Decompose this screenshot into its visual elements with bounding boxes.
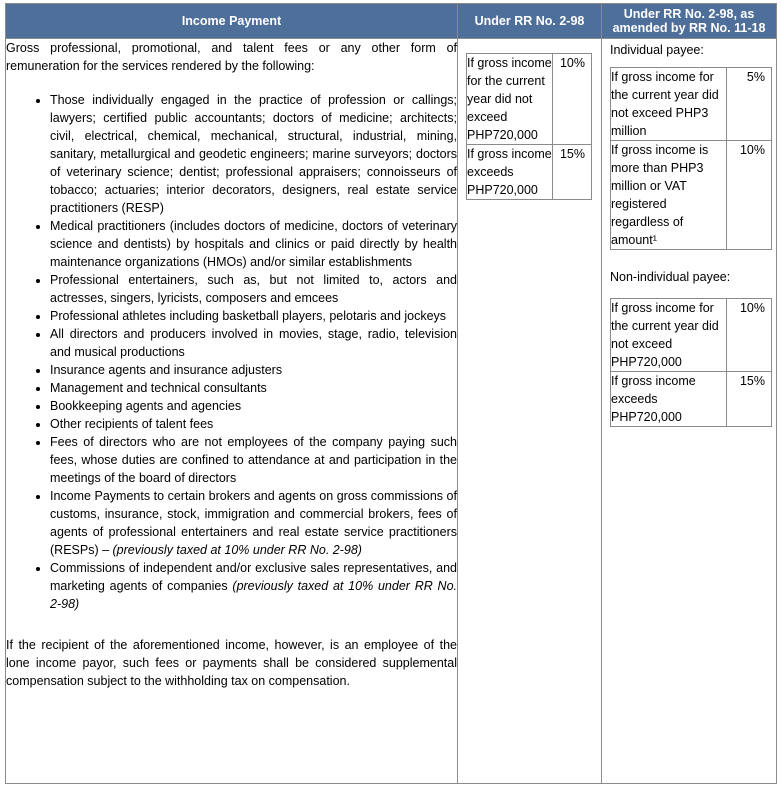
rate-row bbox=[611, 299, 772, 372]
rate-row bbox=[467, 54, 592, 145]
nonindividual-rates bbox=[610, 298, 772, 427]
list-item: • All directors and producers involved in movies, stage, radio, television and musical productions bbox=[50, 325, 457, 361]
nonindividual-payee-label: Non-individual payee: bbox=[610, 270, 731, 284]
brokers-text: Income Payments to certain brokers and agents on gross commissions of customs, insurance, stock, immigration and commercial brokers, fees of agents of professional entertainers and real estate service practitioners (RESPs) – bbox=[50, 489, 457, 557]
rate-value: 15% bbox=[553, 145, 592, 200]
rate-value: 5% bbox=[727, 68, 772, 141]
rr-2-98-rates bbox=[466, 53, 592, 200]
rate-condition: If gross income for the current year did not exceed PHP3 million bbox=[611, 68, 727, 141]
rate-row bbox=[611, 141, 772, 250]
list-item: • Medical practitioners (includes doctors of medicine, doctors of veterinary science and dentists) by hospitals and clinics or paid directly by health maintenance organizations (HMOs) and/or similar establishments bbox=[50, 217, 457, 271]
list-item: • Fees of directors who are not employees of the company paying such fees, whose duties are confined to attendance at and participation in the meetings of the board of directors bbox=[50, 433, 457, 487]
header-income-payment: Income Payment bbox=[6, 4, 458, 39]
rate-row bbox=[611, 372, 772, 427]
rate-condition: If gross income for the current year did not exceed PHP720,000 bbox=[611, 299, 727, 372]
income-intro: Gross professional, promotional, and talent fees or any other form of remuneration for the services rendered by the following: bbox=[6, 41, 457, 73]
list-item: • Bookkeeping agents and agencies bbox=[50, 397, 457, 415]
header-row bbox=[6, 4, 777, 39]
rate-condition: If gross income exceeds PHP720,000 bbox=[611, 372, 727, 427]
commissions-text: Commissions of independent and/or exclusive sales representatives, and marketing agents of companies bbox=[50, 561, 457, 593]
individual-rates bbox=[610, 67, 772, 250]
list-item-commissions bbox=[50, 559, 457, 613]
rate-value: 15% bbox=[727, 372, 772, 427]
header-rr-11-18: Under RR No. 2-98, as amended by RR No. 11-18 bbox=[602, 4, 777, 39]
rate-condition: If gross income is more than PHP3 million or VAT registered regardless of amount¹ bbox=[611, 141, 727, 250]
rate-value: 10% bbox=[727, 299, 772, 372]
rr-11-18-cell bbox=[602, 39, 777, 784]
list-item: • Professional entertainers, such as, but not limited to, actors and actresses, singers, lyricists, composers and emcees bbox=[50, 271, 457, 307]
commissions-note: (previously taxed at 10% under RR No. 2-98) bbox=[50, 579, 457, 611]
rate-condition: If gross income exceeds PHP720,000 bbox=[467, 145, 553, 200]
withholding-tax-table bbox=[5, 3, 777, 784]
list-item: • Management and technical consultants bbox=[50, 379, 457, 397]
rate-row bbox=[467, 145, 592, 200]
rate-row bbox=[611, 68, 772, 141]
list-item: • Insurance agents and insurance adjusters bbox=[50, 361, 457, 379]
rate-condition: If gross income for the current year did not exceed PHP720,000 bbox=[467, 54, 553, 145]
list-item: • Professional athletes including basketball players, pelotaris and jockeys bbox=[50, 307, 457, 325]
list-item: • Those individually engaged in the practice of profession or callings; lawyers; certified public accountants; doctors of medicine; architects; civil, electrical, chemical, mechanical, structural, industrial, mining, sanitary, metallurgical and geodetic engineers; marine surveyors; doctors of veterinary science; dentist; professional appraisers; connoisseurs of tobacco; actuaries; interior decorators, designers, real estate service practitioners (RESP) bbox=[50, 91, 457, 217]
list-item: • Other recipients of talent fees bbox=[50, 415, 457, 433]
closing-paragraph: If the recipient of the aforementioned income, however, is an employee of the lone income payor, such fees or payments shall be considered supplemental compensation subject to the withholding tax on compensation. bbox=[6, 638, 457, 688]
brokers-note: (previously taxed at 10% under RR No. 2-98) bbox=[112, 543, 362, 557]
recipient-list bbox=[6, 91, 457, 613]
rate-value: 10% bbox=[727, 141, 772, 250]
rate-value: 10% bbox=[553, 54, 592, 145]
body-row bbox=[6, 39, 777, 784]
header-rr-2-98: Under RR No. 2-98 bbox=[458, 4, 602, 39]
individual-payee-label: Individual payee: bbox=[610, 43, 704, 57]
list-item-brokers bbox=[50, 487, 457, 559]
rr-2-98-cell bbox=[458, 39, 602, 784]
income-payment-cell bbox=[6, 39, 458, 784]
